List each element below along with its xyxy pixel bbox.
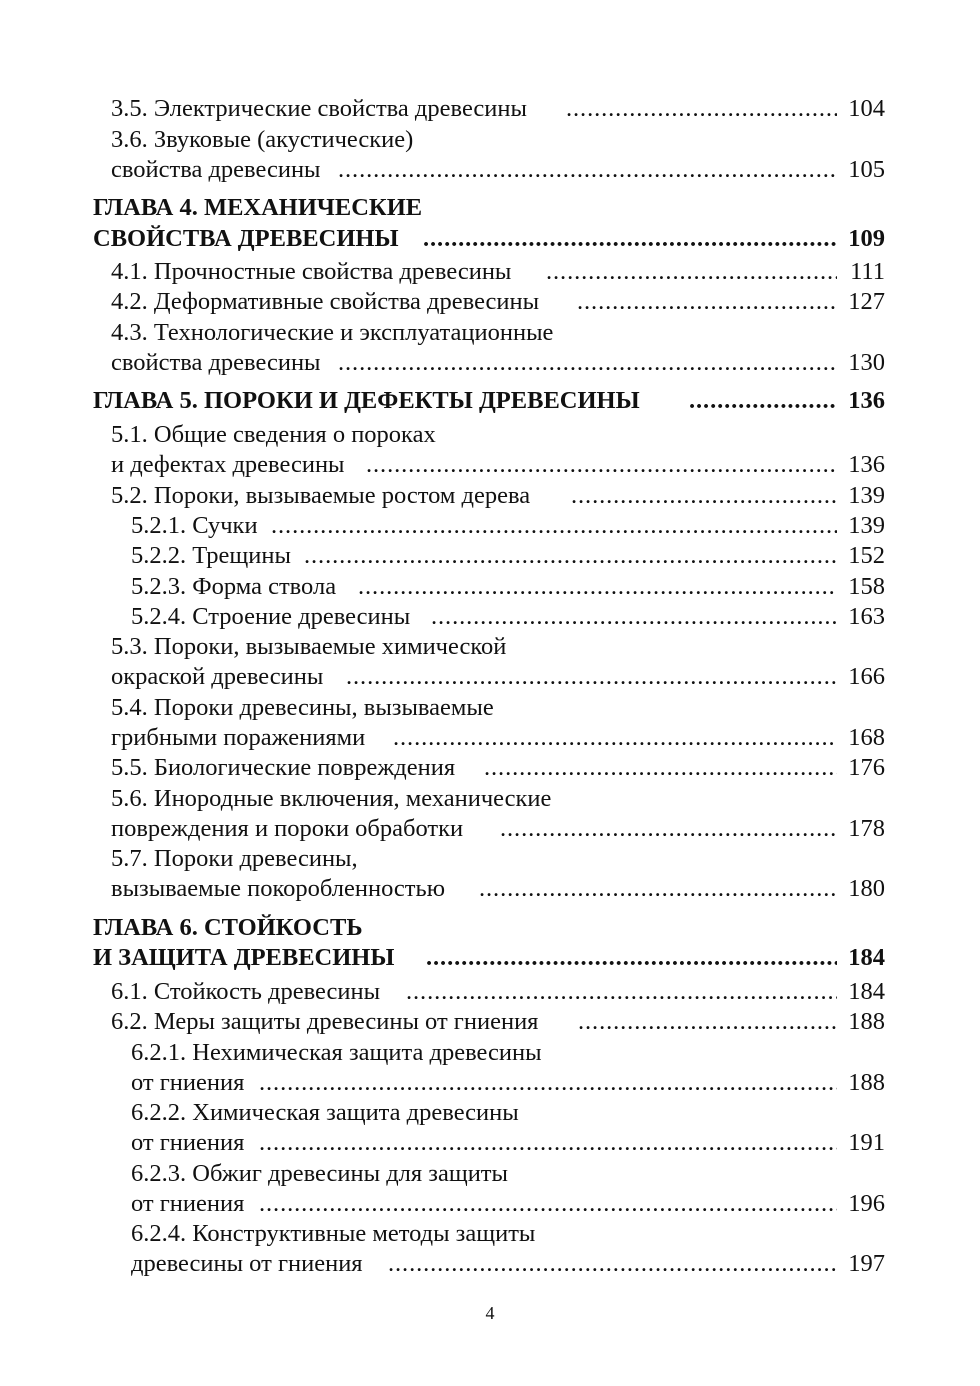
toc-dot-leader xyxy=(426,943,837,973)
toc-dot-leader xyxy=(484,753,837,783)
toc-entry[interactable] xyxy=(0,481,980,511)
toc-chapter-title: ГЛАВА 4. МЕХАНИЧЕСКИЕ xyxy=(93,194,423,221)
toc-chapter-title: СВОЙСТВА ДРЕВЕСИНЫ xyxy=(93,225,399,252)
toc-entry-title: 5.2.1. Сучки xyxy=(131,512,258,539)
toc-entry-title: 5.6. Инородные включения, механические xyxy=(111,785,552,812)
toc-entry[interactable] xyxy=(0,1007,980,1037)
page-number: 4 xyxy=(485,1303,495,1323)
toc-dot-leader xyxy=(388,1249,837,1279)
toc-entry[interactable] xyxy=(0,693,980,723)
toc-entry-title: повреждения и пороки обработки xyxy=(111,815,464,842)
toc-page-number: 163 xyxy=(848,603,885,630)
toc-chapter[interactable] xyxy=(0,943,980,973)
toc-page-number: 104 xyxy=(848,95,885,122)
toc-entry-title: древесины от гниения xyxy=(131,1250,363,1277)
toc-page-number: 152 xyxy=(848,542,885,569)
toc-entry-title: 3.5. Электрические свойства древесины xyxy=(111,95,527,122)
toc-entry-title: 6.2. Меры защиты древесины от гниения xyxy=(111,1008,539,1035)
toc-entry-title: 6.1. Стойкость древесины xyxy=(111,978,381,1005)
toc-entry[interactable] xyxy=(0,723,980,753)
toc-entry[interactable] xyxy=(0,257,980,287)
toc-page-number: 184 xyxy=(848,944,885,971)
toc-page-number: 136 xyxy=(848,387,885,414)
toc-dot-leader xyxy=(423,224,837,254)
toc-page-number: 188 xyxy=(848,1069,885,1096)
toc-entry-title: 5.2. Пороки, вызываемые ростом дерева xyxy=(111,482,531,509)
toc-entry[interactable] xyxy=(0,420,980,450)
toc-entry-title: 5.5. Биологические повреждения xyxy=(111,754,456,781)
toc-page-number: 178 xyxy=(848,815,885,842)
toc-page-number: 139 xyxy=(848,512,885,539)
toc-entry-title: 5.2.3. Форма ствола xyxy=(131,573,337,600)
toc-entry[interactable] xyxy=(0,1068,980,1098)
toc-page-number: 197 xyxy=(848,1250,885,1277)
toc-page-number: 158 xyxy=(848,573,885,600)
toc-page-number: 196 xyxy=(848,1190,885,1217)
toc-dot-leader xyxy=(271,511,837,541)
toc-entry[interactable] xyxy=(0,318,980,348)
toc-dot-leader xyxy=(577,287,837,317)
toc-chapter-title: ГЛАВА 6. СТОЙКОСТЬ xyxy=(93,914,363,941)
toc-chapter[interactable] xyxy=(0,193,980,223)
toc-entry[interactable] xyxy=(0,450,980,480)
toc-entry[interactable] xyxy=(0,814,980,844)
toc-dot-leader xyxy=(338,155,837,185)
toc-dot-leader xyxy=(500,814,837,844)
toc-chapter-title: И ЗАЩИТА ДРЕВЕСИНЫ xyxy=(93,944,395,971)
toc-entry[interactable] xyxy=(0,125,980,155)
toc-entry-title: 6.2.3. Обжиг древесины для защиты xyxy=(131,1160,508,1187)
toc-entry[interactable] xyxy=(0,602,980,632)
toc-dot-leader xyxy=(431,602,837,632)
toc-entry[interactable] xyxy=(0,1098,980,1128)
toc-dot-leader xyxy=(689,386,837,416)
toc-page-number: 130 xyxy=(848,349,885,376)
toc-entry-title: 5.7. Пороки древесины, xyxy=(111,845,358,872)
toc-chapter[interactable] xyxy=(0,913,980,943)
toc-dot-leader xyxy=(366,450,837,480)
toc-dot-leader xyxy=(393,723,837,753)
toc-entry[interactable] xyxy=(0,1249,980,1279)
toc-entry[interactable] xyxy=(0,572,980,602)
toc-entry[interactable] xyxy=(0,662,980,692)
toc-entry-title: 5.2.4. Строение древесины xyxy=(131,603,411,630)
toc-entry-title: от гниения xyxy=(131,1129,245,1156)
toc-entry[interactable] xyxy=(0,632,980,662)
toc-dot-leader xyxy=(304,541,837,571)
toc-page-number: 105 xyxy=(848,156,885,183)
toc-entry[interactable] xyxy=(0,348,980,378)
toc-dot-leader xyxy=(358,572,837,602)
toc-entry-title: грибными поражениями xyxy=(111,724,366,751)
toc-dot-leader xyxy=(346,662,837,692)
toc-page-number: 168 xyxy=(848,724,885,751)
toc-dot-leader xyxy=(571,481,837,511)
toc-dot-leader xyxy=(259,1189,837,1219)
toc-entry-title: 6.2.2. Химическая защита древесины xyxy=(131,1099,519,1126)
toc-entry-title: 5.2.2. Трещины xyxy=(131,542,291,569)
toc-entry[interactable] xyxy=(0,541,980,571)
toc-dot-leader xyxy=(479,874,837,904)
toc-page-number: 139 xyxy=(848,482,885,509)
toc-entry[interactable] xyxy=(0,511,980,541)
toc-page-number: 111 xyxy=(850,258,885,285)
toc-entry[interactable] xyxy=(0,155,980,185)
toc-page-number: 127 xyxy=(848,288,885,315)
toc-page-number: 136 xyxy=(848,451,885,478)
toc-dot-leader xyxy=(546,257,837,287)
toc-entry-title: 5.3. Пороки, вызываемые химической xyxy=(111,633,507,660)
toc-entry-title: свойства древесины xyxy=(111,349,321,376)
toc-entry-title: 3.6. Звуковые (акустические) xyxy=(111,126,414,153)
toc-page-number: 180 xyxy=(848,875,885,902)
toc-entry[interactable] xyxy=(0,844,980,874)
toc-page-number: 191 xyxy=(848,1129,885,1156)
toc-chapter-title: ГЛАВА 5. ПОРОКИ И ДЕФЕКТЫ ДРЕВЕСИНЫ xyxy=(93,387,640,414)
toc-entry[interactable] xyxy=(0,1219,980,1249)
toc-page-number: 188 xyxy=(848,1008,885,1035)
toc-entry-title: от гниения xyxy=(131,1190,245,1217)
toc-entry-title: 5.4. Пороки древесины, вызываемые xyxy=(111,694,494,721)
toc-entry-title: 5.1. Общие сведения о пороках xyxy=(111,421,436,448)
toc-dot-leader xyxy=(406,977,837,1007)
toc-chapter[interactable] xyxy=(0,386,980,416)
toc-page-number: 109 xyxy=(848,225,885,252)
toc-entry-title: окраской древесины xyxy=(111,663,324,690)
toc-page-number: 176 xyxy=(848,754,885,781)
toc-dot-leader xyxy=(259,1128,837,1158)
toc-entry-title: 4.2. Деформативные свойства древесины xyxy=(111,288,540,315)
toc-page-number: 166 xyxy=(848,663,885,690)
toc-entry[interactable] xyxy=(0,784,980,814)
toc-entry[interactable] xyxy=(0,1189,980,1219)
toc-entry[interactable] xyxy=(0,287,980,317)
toc-entry-title: вызываемые покоробленностью xyxy=(111,875,445,902)
toc-entry[interactable] xyxy=(0,977,980,1007)
toc-entry[interactable] xyxy=(0,1159,980,1189)
toc-entry[interactable] xyxy=(0,753,980,783)
toc-page-number: 184 xyxy=(848,978,885,1005)
toc-dot-leader xyxy=(259,1068,837,1098)
toc-entry-title: 6.2.1. Нехимическая защита древесины xyxy=(131,1039,542,1066)
toc-dot-leader xyxy=(578,1007,837,1037)
toc-entry-title: и дефектах древесины xyxy=(111,451,345,478)
toc-dot-leader xyxy=(338,348,837,378)
toc-entry-title: 4.1. Прочностные свойства древесины xyxy=(111,258,512,285)
toc-entry[interactable] xyxy=(0,1038,980,1068)
toc-entry[interactable] xyxy=(0,94,980,124)
toc-entry[interactable] xyxy=(0,1128,980,1158)
toc-chapter[interactable] xyxy=(0,224,980,254)
toc-dot-leader xyxy=(566,94,837,124)
toc-entry-title: свойства древесины xyxy=(111,156,321,183)
toc-entry-title: 4.3. Технологические и эксплуатационные xyxy=(111,319,554,346)
toc-entry-title: от гниения xyxy=(131,1069,245,1096)
toc-entry[interactable] xyxy=(0,874,980,904)
toc-entry-title: 6.2.4. Конструктивные методы защиты xyxy=(131,1220,536,1247)
